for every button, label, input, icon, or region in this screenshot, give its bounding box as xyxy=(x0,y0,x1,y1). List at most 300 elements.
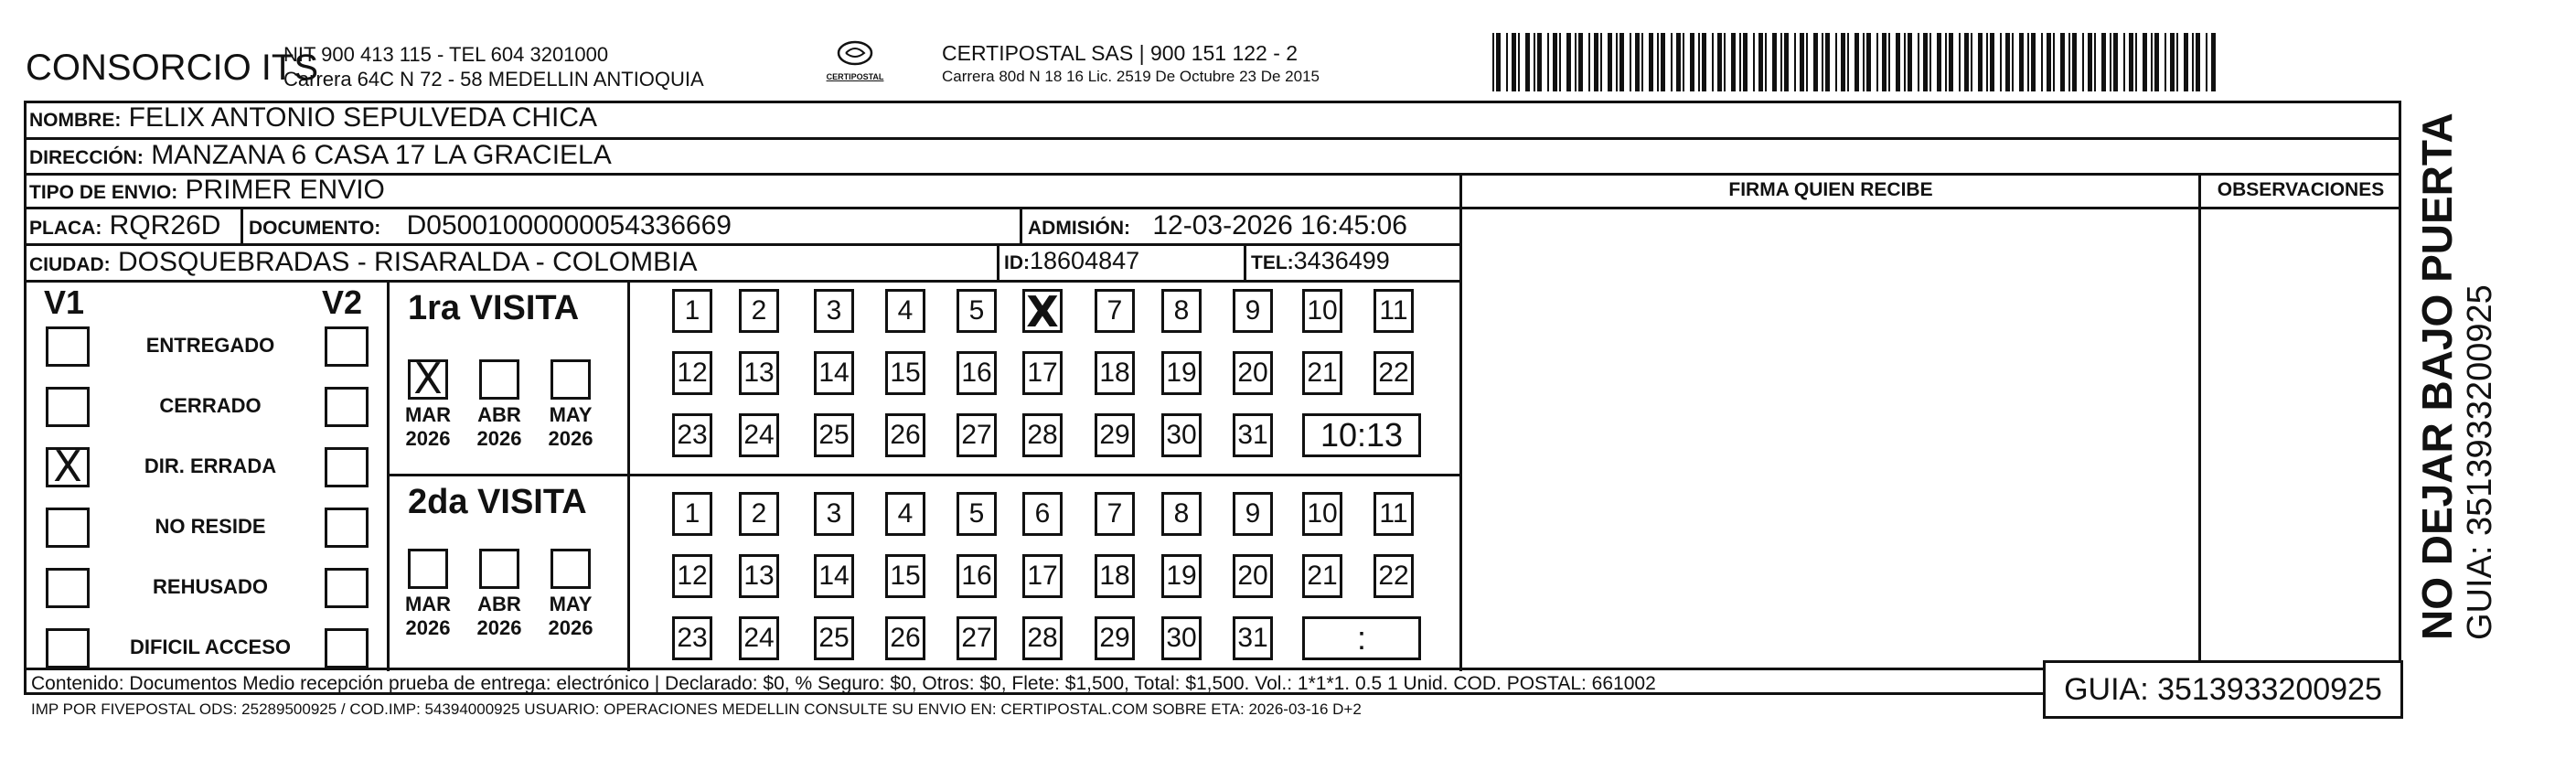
barcode-bar xyxy=(2151,33,2153,91)
first-visit-time-cell[interactable] xyxy=(1302,413,1421,457)
second-visit-day-cell[interactable] xyxy=(814,554,854,598)
month-year: 2026 xyxy=(476,616,522,639)
first-visit-day-cell[interactable] xyxy=(1095,413,1135,457)
barcode-bar xyxy=(1949,33,1953,91)
day-number: 2 xyxy=(751,498,767,529)
first-visit-month-label xyxy=(472,403,527,451)
day-number: 12 xyxy=(677,358,708,388)
barcode-bar xyxy=(1616,33,1618,91)
footer-guide-box xyxy=(2043,660,2403,719)
barcode-bar xyxy=(1945,33,1947,91)
second-visit-month-checkbox[interactable] xyxy=(550,549,591,589)
v1-checkbox[interactable] xyxy=(46,387,90,427)
day-number: 8 xyxy=(1173,498,1190,529)
first-visit-day-cell[interactable] xyxy=(672,289,712,333)
first-visit-day-cell[interactable] xyxy=(1095,351,1135,395)
barcode-bar xyxy=(1698,33,1700,91)
city-value: DOSQUEBRADAS - RISARALDA - COLOMBIA xyxy=(118,247,698,277)
day-number: 29 xyxy=(1099,623,1130,653)
barcode-bar xyxy=(1780,33,1782,91)
barcode-bar xyxy=(1923,33,1928,91)
barcode-bar xyxy=(1739,33,1741,91)
barcode-bar xyxy=(2170,33,2175,91)
first-visit-day-cell[interactable] xyxy=(1302,351,1342,395)
month-name: MAR xyxy=(404,593,452,615)
day-number: 14 xyxy=(818,358,850,388)
barcode-bar xyxy=(2143,33,2147,91)
barcode-bar xyxy=(2072,33,2077,91)
second-visit-day-cell[interactable] xyxy=(885,554,925,598)
second-visit-day-cell[interactable] xyxy=(1022,554,1063,598)
logo-icon xyxy=(835,40,875,68)
barcode-bar xyxy=(1506,33,1508,91)
day-number: 5 xyxy=(968,295,985,326)
barcode-bar xyxy=(2129,33,2133,91)
second-visit-day-cell[interactable] xyxy=(1233,616,1273,660)
first-visit-day-cell[interactable] xyxy=(1161,289,1202,333)
second-visit-day-cell[interactable] xyxy=(1022,616,1063,660)
first-visit-day-cell[interactable] xyxy=(957,351,997,395)
barcode-bar xyxy=(1794,33,1796,91)
barcode-bar xyxy=(1702,33,1706,91)
day-number: 25 xyxy=(818,420,850,450)
barcode xyxy=(1492,33,2224,91)
v1-checkbox[interactable] xyxy=(46,628,90,668)
month-year: 2026 xyxy=(476,427,522,450)
v1-checkbox[interactable] xyxy=(46,326,90,367)
barcode-bar xyxy=(1758,33,1763,91)
first-visit-day-cell[interactable] xyxy=(1161,351,1202,395)
v1-checkbox[interactable] xyxy=(46,442,90,491)
barcode-bar xyxy=(1806,33,1808,91)
first-visit-day-cell[interactable] xyxy=(739,413,779,457)
status-label-5: DIFICIL ACCESO xyxy=(129,636,291,658)
admission-cell: ADMISIÓN: 12-03-2026 16:45:06 xyxy=(1028,210,1407,241)
day-number: 8 xyxy=(1173,295,1190,326)
day-number: 16 xyxy=(961,561,992,591)
admission-value: 12-03-2026 16:45:06 xyxy=(1152,210,1407,241)
barcode-bar xyxy=(1731,33,1736,91)
day-number: 24 xyxy=(743,623,775,653)
day-number: 27 xyxy=(961,623,992,653)
day-number: 10 xyxy=(1307,498,1338,529)
second-visit-day-cell[interactable] xyxy=(1022,492,1063,536)
v2-checkbox[interactable] xyxy=(325,387,369,427)
barcode-bar xyxy=(1971,33,1972,91)
document-cell: DOCUMENTO: D05001000000054336669 xyxy=(249,210,732,241)
barcode-bar xyxy=(1959,33,1961,91)
barcode-bar xyxy=(1630,33,1631,91)
day-number: 19 xyxy=(1166,561,1197,591)
barcode-bar xyxy=(1600,33,1602,91)
second-visit-day-cell[interactable] xyxy=(1233,492,1273,536)
barcode-bar xyxy=(1566,33,1571,91)
day-number: 6 xyxy=(1034,498,1051,529)
no-under-door-warning: NO DEJAR BAJO PUERTA xyxy=(2413,112,2461,640)
v1-label: V1 xyxy=(44,283,85,321)
day-number: 10 xyxy=(1307,295,1338,326)
second-visit-day-cell[interactable] xyxy=(957,554,997,598)
day-number: 12 xyxy=(677,561,708,591)
first-visit-title: 1ra VISITA xyxy=(408,289,580,327)
v2-checkbox[interactable] xyxy=(325,568,369,608)
status-label-2: DIR. ERRADA xyxy=(144,454,277,477)
barcode-bar xyxy=(1876,33,1878,91)
v2-label: V2 xyxy=(322,283,363,321)
day-number: 21 xyxy=(1307,561,1338,591)
day-number: 31 xyxy=(1237,623,1268,653)
day-number: 17 xyxy=(1027,561,1058,591)
signature-area[interactable] xyxy=(1463,208,2197,671)
first-visit-day-cell[interactable] xyxy=(1022,413,1063,457)
month-name: ABR xyxy=(477,593,521,615)
barcode-bar xyxy=(2041,33,2043,91)
month-name: MAR xyxy=(404,403,452,426)
barcode-bar xyxy=(1772,33,1777,91)
company-name: CONSORCIO ITS xyxy=(26,48,319,88)
day-number: 4 xyxy=(897,498,914,529)
second-visit-day-cell[interactable] xyxy=(739,554,779,598)
day-number: 20 xyxy=(1237,561,1268,591)
second-visit-day-cell[interactable] xyxy=(672,616,712,660)
day-number: 7 xyxy=(1106,498,1123,529)
barcode-bar xyxy=(1578,33,1583,91)
tel-cell: TEL:3436499 xyxy=(1251,247,1390,274)
id-value: 18604847 xyxy=(1030,247,1140,274)
second-visit-day-cell[interactable] xyxy=(1161,492,1202,536)
first-visit-day-cell[interactable] xyxy=(739,289,779,333)
barcode-bar xyxy=(2101,33,2106,91)
day-number: 18 xyxy=(1099,561,1130,591)
barcode-bar xyxy=(1649,33,1653,91)
first-visit-day-cell[interactable] xyxy=(1302,289,1342,333)
barcode-bar xyxy=(1619,33,1624,91)
id-cell: ID:18604847 xyxy=(1004,247,1140,274)
barcode-bar xyxy=(1559,33,1561,91)
barcode-bar xyxy=(1964,33,1969,91)
barcode-bar xyxy=(1518,33,1520,91)
certipostal-logo: CERTIPOSTAL xyxy=(818,40,892,95)
first-visit-day-cell[interactable] xyxy=(1161,413,1202,457)
barcode-bar xyxy=(2027,33,2029,91)
day-number: 23 xyxy=(677,420,708,450)
barcode-bar xyxy=(2094,33,2096,91)
barcode-bar xyxy=(2154,33,2159,91)
barcode-bar xyxy=(1784,33,1789,91)
barcode-bar xyxy=(1553,33,1557,91)
day-number: 11 xyxy=(1379,295,1408,326)
second-visit-day-cell[interactable] xyxy=(1095,554,1135,598)
barcode-bar xyxy=(1671,33,1673,91)
day-number: 1 xyxy=(684,295,700,326)
barcode-bar xyxy=(2164,33,2166,91)
second-visit-day-cell[interactable] xyxy=(1161,554,1202,598)
second-visit-day-cell[interactable] xyxy=(1233,554,1273,598)
barcode-bar xyxy=(2047,33,2051,91)
observations-area[interactable] xyxy=(2202,208,2400,671)
day-number: 9 xyxy=(1245,295,1261,326)
barcode-bar xyxy=(1888,33,1890,91)
day-number: 13 xyxy=(743,358,775,388)
plate-value: RQR26D xyxy=(109,210,221,241)
first-visit-day-cell[interactable] xyxy=(739,351,779,395)
barcode-bar xyxy=(1765,33,1767,91)
status-label-4: REHUSADO xyxy=(153,575,268,598)
ship-type: PRIMER ENVIO xyxy=(185,175,385,205)
day-number: 4 xyxy=(897,295,914,326)
barcode-bar xyxy=(1929,33,1931,91)
first-visit-day-cell[interactable] xyxy=(957,413,997,457)
barcode-bar xyxy=(1690,33,1694,91)
month-name: ABR xyxy=(477,403,521,426)
barcode-bar xyxy=(1635,33,1640,91)
month-year: 2026 xyxy=(405,427,451,450)
second-visit-day-cell[interactable] xyxy=(739,616,779,660)
recipient-name: FELIX ANTONIO SEPULVEDA CHICA xyxy=(128,102,598,133)
second-visit-day-cell[interactable] xyxy=(1095,492,1135,536)
first-visit-day-cell[interactable] xyxy=(1233,351,1273,395)
day-number: 31 xyxy=(1237,420,1268,450)
barcode-bar xyxy=(2123,33,2125,91)
footer-contents-line: Contenido: Documentos Medio recepción prueba de entrega: electrónico | Declarado: $0, % Seguro: $0, Otros: $0, Flete: $1,500, Total: $1,500. Vol.: 1*1*1. 0.5 1 Unid. COD. POSTAL: 661002 xyxy=(31,673,1656,694)
barcode-bar xyxy=(1492,33,1494,91)
status-label-1: CERRADO xyxy=(159,394,262,417)
first-visit-day-cell[interactable] xyxy=(814,413,854,457)
barcode-bar xyxy=(1594,33,1598,91)
day-number: 18 xyxy=(1099,358,1130,388)
barcode-bar xyxy=(1813,33,1818,91)
day-number: 3 xyxy=(826,498,842,529)
barcode-bar xyxy=(1841,33,1845,91)
second-visit-month-checkbox[interactable] xyxy=(479,549,519,589)
second-visit-day-cell[interactable] xyxy=(814,492,854,536)
day-number: 20 xyxy=(1237,358,1268,388)
barcode-bar xyxy=(1575,33,1577,91)
barcode-bar xyxy=(1990,33,1994,91)
first-visit-day-cell[interactable] xyxy=(1233,413,1273,457)
barcode-bar xyxy=(2068,33,2070,91)
day-number: 22 xyxy=(1378,561,1409,591)
second-visit-day-cell[interactable] xyxy=(885,616,925,660)
x-mark-icon: X xyxy=(53,442,82,491)
barcode-bar xyxy=(1822,33,1823,91)
second-visit-day-cell[interactable] xyxy=(1374,492,1414,536)
second-visit-day-cell[interactable] xyxy=(814,616,854,660)
day-number: 26 xyxy=(890,623,921,653)
barcode-bar xyxy=(1724,33,1726,91)
barcode-bar xyxy=(1661,33,1665,91)
day-number: 17 xyxy=(1027,358,1058,388)
barcode-bar xyxy=(1717,33,1722,91)
barcode-bar xyxy=(1863,33,1865,91)
first-visit-day-cell[interactable] xyxy=(1233,289,1273,333)
first-visit-day-cell[interactable] xyxy=(814,289,854,333)
barcode-bar xyxy=(1534,33,1535,91)
day-number: 13 xyxy=(743,561,775,591)
barcode-bar xyxy=(1825,33,1830,91)
barcode-bar xyxy=(2005,33,2010,91)
first-visit-day-cell[interactable] xyxy=(672,351,712,395)
second-visit-month-label xyxy=(543,593,598,640)
second-visit-day-cell[interactable] xyxy=(1161,616,1202,660)
first-visit-day-cell[interactable] xyxy=(1374,351,1414,395)
second-visit-month-label xyxy=(472,593,527,640)
v2-checkbox[interactable] xyxy=(325,628,369,668)
first-visit-day-cell[interactable] xyxy=(957,289,997,333)
first-visit-month-checkbox[interactable] xyxy=(408,354,448,403)
city-cell: CIUDAD: DOSQUEBRADAS - RISARALDA - COLOMBIA xyxy=(29,247,698,277)
first-visit-day-cell[interactable] xyxy=(1022,351,1063,395)
barcode-bar xyxy=(1753,33,1755,91)
barcode-bar xyxy=(2012,33,2014,91)
first-visit-month-checkbox[interactable] xyxy=(550,359,591,400)
first-visit-day-cell[interactable] xyxy=(1022,287,1063,337)
v1-checkbox[interactable] xyxy=(46,508,90,548)
second-visit-day-cell[interactable] xyxy=(1095,616,1135,660)
v2-checkbox[interactable] xyxy=(325,447,369,487)
barcode-bar xyxy=(1978,33,1983,91)
second-visit-day-cell[interactable] xyxy=(672,554,712,598)
day-number: 5 xyxy=(968,498,985,529)
vertical-labels xyxy=(2414,110,2500,640)
month-name: MAY xyxy=(549,593,593,615)
day-number: 22 xyxy=(1378,358,1409,388)
day-number: 30 xyxy=(1166,420,1197,450)
barcode-bar xyxy=(1608,33,1612,91)
day-number: 27 xyxy=(961,420,992,450)
barcode-bar xyxy=(2082,33,2084,91)
barcode-bar xyxy=(1588,33,1590,91)
barcode-bar xyxy=(1866,33,1871,91)
day-number: 23 xyxy=(677,623,708,653)
day-number: 19 xyxy=(1166,358,1197,388)
observations-header: OBSERVACIONES xyxy=(2217,179,2385,200)
barcode-bar xyxy=(1712,33,1714,91)
barcode-bar xyxy=(2211,33,2216,91)
second-visit-time-cell[interactable] xyxy=(1302,616,1421,660)
barcode-bar xyxy=(2019,33,2024,91)
plate-cell: PLACA: RQR26D xyxy=(29,210,221,241)
day-number: 26 xyxy=(890,420,921,450)
barcode-bar xyxy=(2088,33,2092,91)
barcode-bar xyxy=(2031,33,2036,91)
barcode-bar xyxy=(2060,33,2065,91)
footer-guide-number: GUIA: 3513933200925 xyxy=(2064,672,2382,707)
second-visit-day-cell[interactable] xyxy=(739,492,779,536)
v2-checkbox[interactable] xyxy=(325,326,369,367)
first-visit-month-checkbox[interactable] xyxy=(479,359,519,400)
barcode-bar xyxy=(1743,33,1748,91)
footer-print-line: IMP POR FIVEPOSTAL ODS: 25289500925 / COD.IMP: 54394000925 USUARIO: OPERACIONES MEDELLIN CONSULTE SU ENVIO EN: CERTIPOSTAL.COM SOBRE ETA: 2026-03-16 D+2 xyxy=(31,700,1362,718)
status-label-3: NO RESIDE xyxy=(155,515,266,538)
barcode-bar xyxy=(1641,33,1643,91)
first-visit-day-cell[interactable] xyxy=(885,289,925,333)
status-label-0: ENTREGADO xyxy=(145,334,275,357)
barcode-bar xyxy=(1908,33,1912,91)
day-number: 9 xyxy=(1245,498,1261,529)
tel-value: 3436499 xyxy=(1293,247,1390,274)
day-number: 15 xyxy=(890,561,921,591)
x-mark-icon: X xyxy=(413,354,443,403)
month-name: MAY xyxy=(549,403,593,426)
first-visit-day-cell[interactable] xyxy=(885,413,925,457)
day-number: 21 xyxy=(1307,358,1338,388)
barcode-bar xyxy=(1918,33,1919,91)
barcode-bar xyxy=(1847,33,1849,91)
barcode-bar xyxy=(2196,33,2200,91)
company-address-line: Carrera 64C N 72 - 58 MEDELLIN ANTIOQUIA xyxy=(283,68,704,91)
v2-checkbox[interactable] xyxy=(325,508,369,548)
barcode-bar xyxy=(1525,33,1530,91)
barcode-bar xyxy=(1855,33,1859,91)
barcode-bar xyxy=(1937,33,1941,91)
second-visit-day-cell[interactable] xyxy=(957,616,997,660)
barcode-bar xyxy=(1537,33,1542,91)
barcode-bar xyxy=(2053,33,2055,91)
barcode-bar xyxy=(1676,33,1681,91)
barcode-bar xyxy=(1496,33,1501,91)
signature-header: FIRMA QUIEN RECIBE xyxy=(1728,179,1933,200)
barcode-bar xyxy=(1904,33,1906,91)
day-number: 29 xyxy=(1099,420,1130,450)
day-number: 1 xyxy=(684,498,700,529)
vertical-guide-number: GUIA: 3513933200925 xyxy=(2461,284,2499,640)
second-visit-title: 2da VISITA xyxy=(408,483,587,521)
day-number: 24 xyxy=(743,420,775,450)
barcode-bar xyxy=(2110,33,2111,91)
first-visit-day-cell[interactable] xyxy=(885,351,925,395)
second-visit-day-cell[interactable] xyxy=(1302,554,1342,598)
barcode-bar xyxy=(2184,33,2188,91)
day-number: 3 xyxy=(826,295,842,326)
day-number: 16 xyxy=(961,358,992,388)
day-number: 28 xyxy=(1027,623,1058,653)
barcode-bar xyxy=(1986,33,1988,91)
day-number: 25 xyxy=(818,623,850,653)
second-visit-month-label xyxy=(401,593,455,640)
barcode-bar xyxy=(1835,33,1837,91)
barcode-bar xyxy=(1512,33,1516,91)
second-visit-month-checkbox[interactable] xyxy=(408,549,448,589)
second-visit-day-cell[interactable] xyxy=(1302,492,1342,536)
second-visit-day-cell[interactable] xyxy=(672,492,712,536)
v1-checkbox[interactable] xyxy=(46,568,90,608)
first-visit-day-cell[interactable] xyxy=(1095,289,1135,333)
barcode-bar xyxy=(1882,33,1887,91)
day-number: 30 xyxy=(1166,623,1197,653)
barcode-bar xyxy=(2176,33,2178,91)
second-visit-day-cell[interactable] xyxy=(885,492,925,536)
first-visit-day-cell[interactable] xyxy=(814,351,854,395)
first-visit-month-label xyxy=(401,403,455,451)
barcode-bar xyxy=(1683,33,1684,91)
visit-time: 10:13 xyxy=(1320,416,1404,454)
ship-type-row: TIPO DE ENVIO: PRIMER ENVIO xyxy=(29,175,385,205)
day-number: 11 xyxy=(1379,498,1408,529)
visit-time: : xyxy=(1356,619,1366,657)
second-visit-day-cell[interactable] xyxy=(957,492,997,536)
barcode-bar xyxy=(2192,33,2194,91)
day-number: 14 xyxy=(818,561,850,591)
x-mark-icon: X xyxy=(1026,287,1059,337)
barcode-bar xyxy=(2206,33,2207,91)
first-visit-day-cell[interactable] xyxy=(1374,289,1414,333)
company-info xyxy=(283,42,704,91)
barcode-bar xyxy=(1896,33,1900,91)
address-row: DIRECCIÓN: MANZANA 6 CASA 17 LA GRACIELA xyxy=(29,140,612,170)
first-visit-day-cell[interactable] xyxy=(672,413,712,457)
second-visit-day-cell[interactable] xyxy=(1374,554,1414,598)
